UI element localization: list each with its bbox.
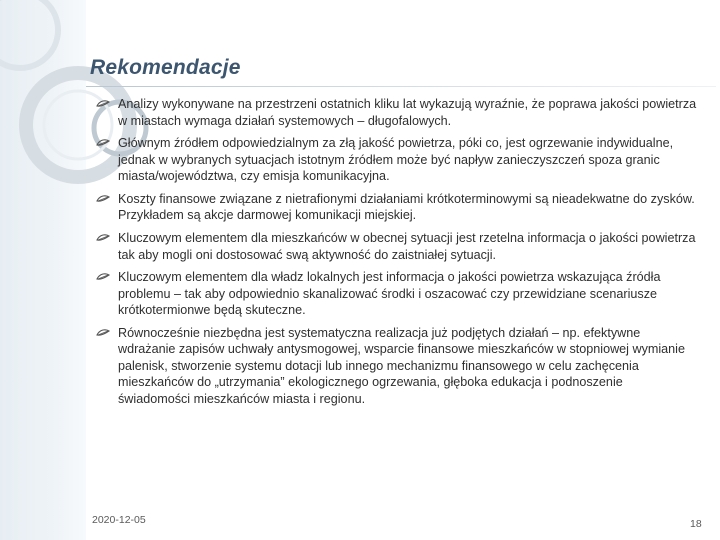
bullet-text: Równocześnie niezbędna jest systematyczna realizacja już podjętych działań – np. efektywne wdrażanie zapisów uchwały antysmogowej, wsparcie finansowe mieszkańców w stopniowej wymianie palenisk, stworzenie systemu dotacji lub innego mechanizmu finansowego w celu zachęcenia mieszkańców do „utrzymania” ekologicznego ogrzewania, głęboka edukacja i podnoszenie świadomości mieszkańców miasta i regionu.: [118, 325, 685, 406]
page-number: 18: [690, 518, 702, 530]
leaf-bullet-icon: [96, 234, 110, 242]
bullet-item: [94, 269, 698, 319]
slide-title: Rekomendacje: [90, 56, 241, 79]
bullet-item: [94, 191, 698, 224]
bullet-text: Koszty finansowe związane z nietrafionymi działaniami krótkoterminowymi są nieadekwatne do zysków. Przykładem są akcje darmowej komunikacji miejskiej.: [118, 191, 695, 223]
bullet-text: Kluczowym elementem dla mieszkańców w obecnej sytuacji jest rzetelna informacja o jakości powietrza tak aby mogli oni dostosować swą aktywność do zaistniałej sytuacji.: [118, 231, 696, 262]
top-ring: [0, 0, 58, 68]
bullet-text: Analizy wykonywane na przestrzeni ostatnich kliku lat wykazują wyraźnie, że poprawa jakości powietrza w miastach wymaga działań systemowych – długofalowych.: [118, 97, 697, 128]
bullet-item: [94, 230, 698, 263]
bullet-text: Głównym źródłem odpowiedzialnym za złą jakość powietrza, póki co, jest ogrzewanie indywidualne, jednak w wybranych sytuacjach istotnym źródłem może być napływ zanieczyszczeń spoza granic miasta/województwa, czy emisja komunikacyjna.: [118, 136, 674, 184]
leaf-bullet-icon: [96, 139, 110, 147]
bullet-item: [94, 135, 698, 185]
bullet-item: [94, 96, 698, 129]
bullet-item: [94, 325, 698, 408]
bullet-text: Kluczowym elementem dla władz lokalnych jest informacja o jakości powietrza wskazująca źródła problemu – tak aby odpowiednio skanalizować środki i oszacować czy przewidziane scenariusze krótkotermionwe będą skuteczne.: [118, 270, 661, 318]
bullet-list: [94, 96, 698, 414]
leaf-bullet-icon: [96, 100, 110, 108]
footer-date: 2020-12-05: [92, 514, 146, 526]
leaf-bullet-icon: [96, 329, 110, 337]
title-divider: [86, 86, 716, 87]
leaf-bullet-icon: [96, 195, 110, 203]
leaf-bullet-icon: [96, 273, 110, 281]
